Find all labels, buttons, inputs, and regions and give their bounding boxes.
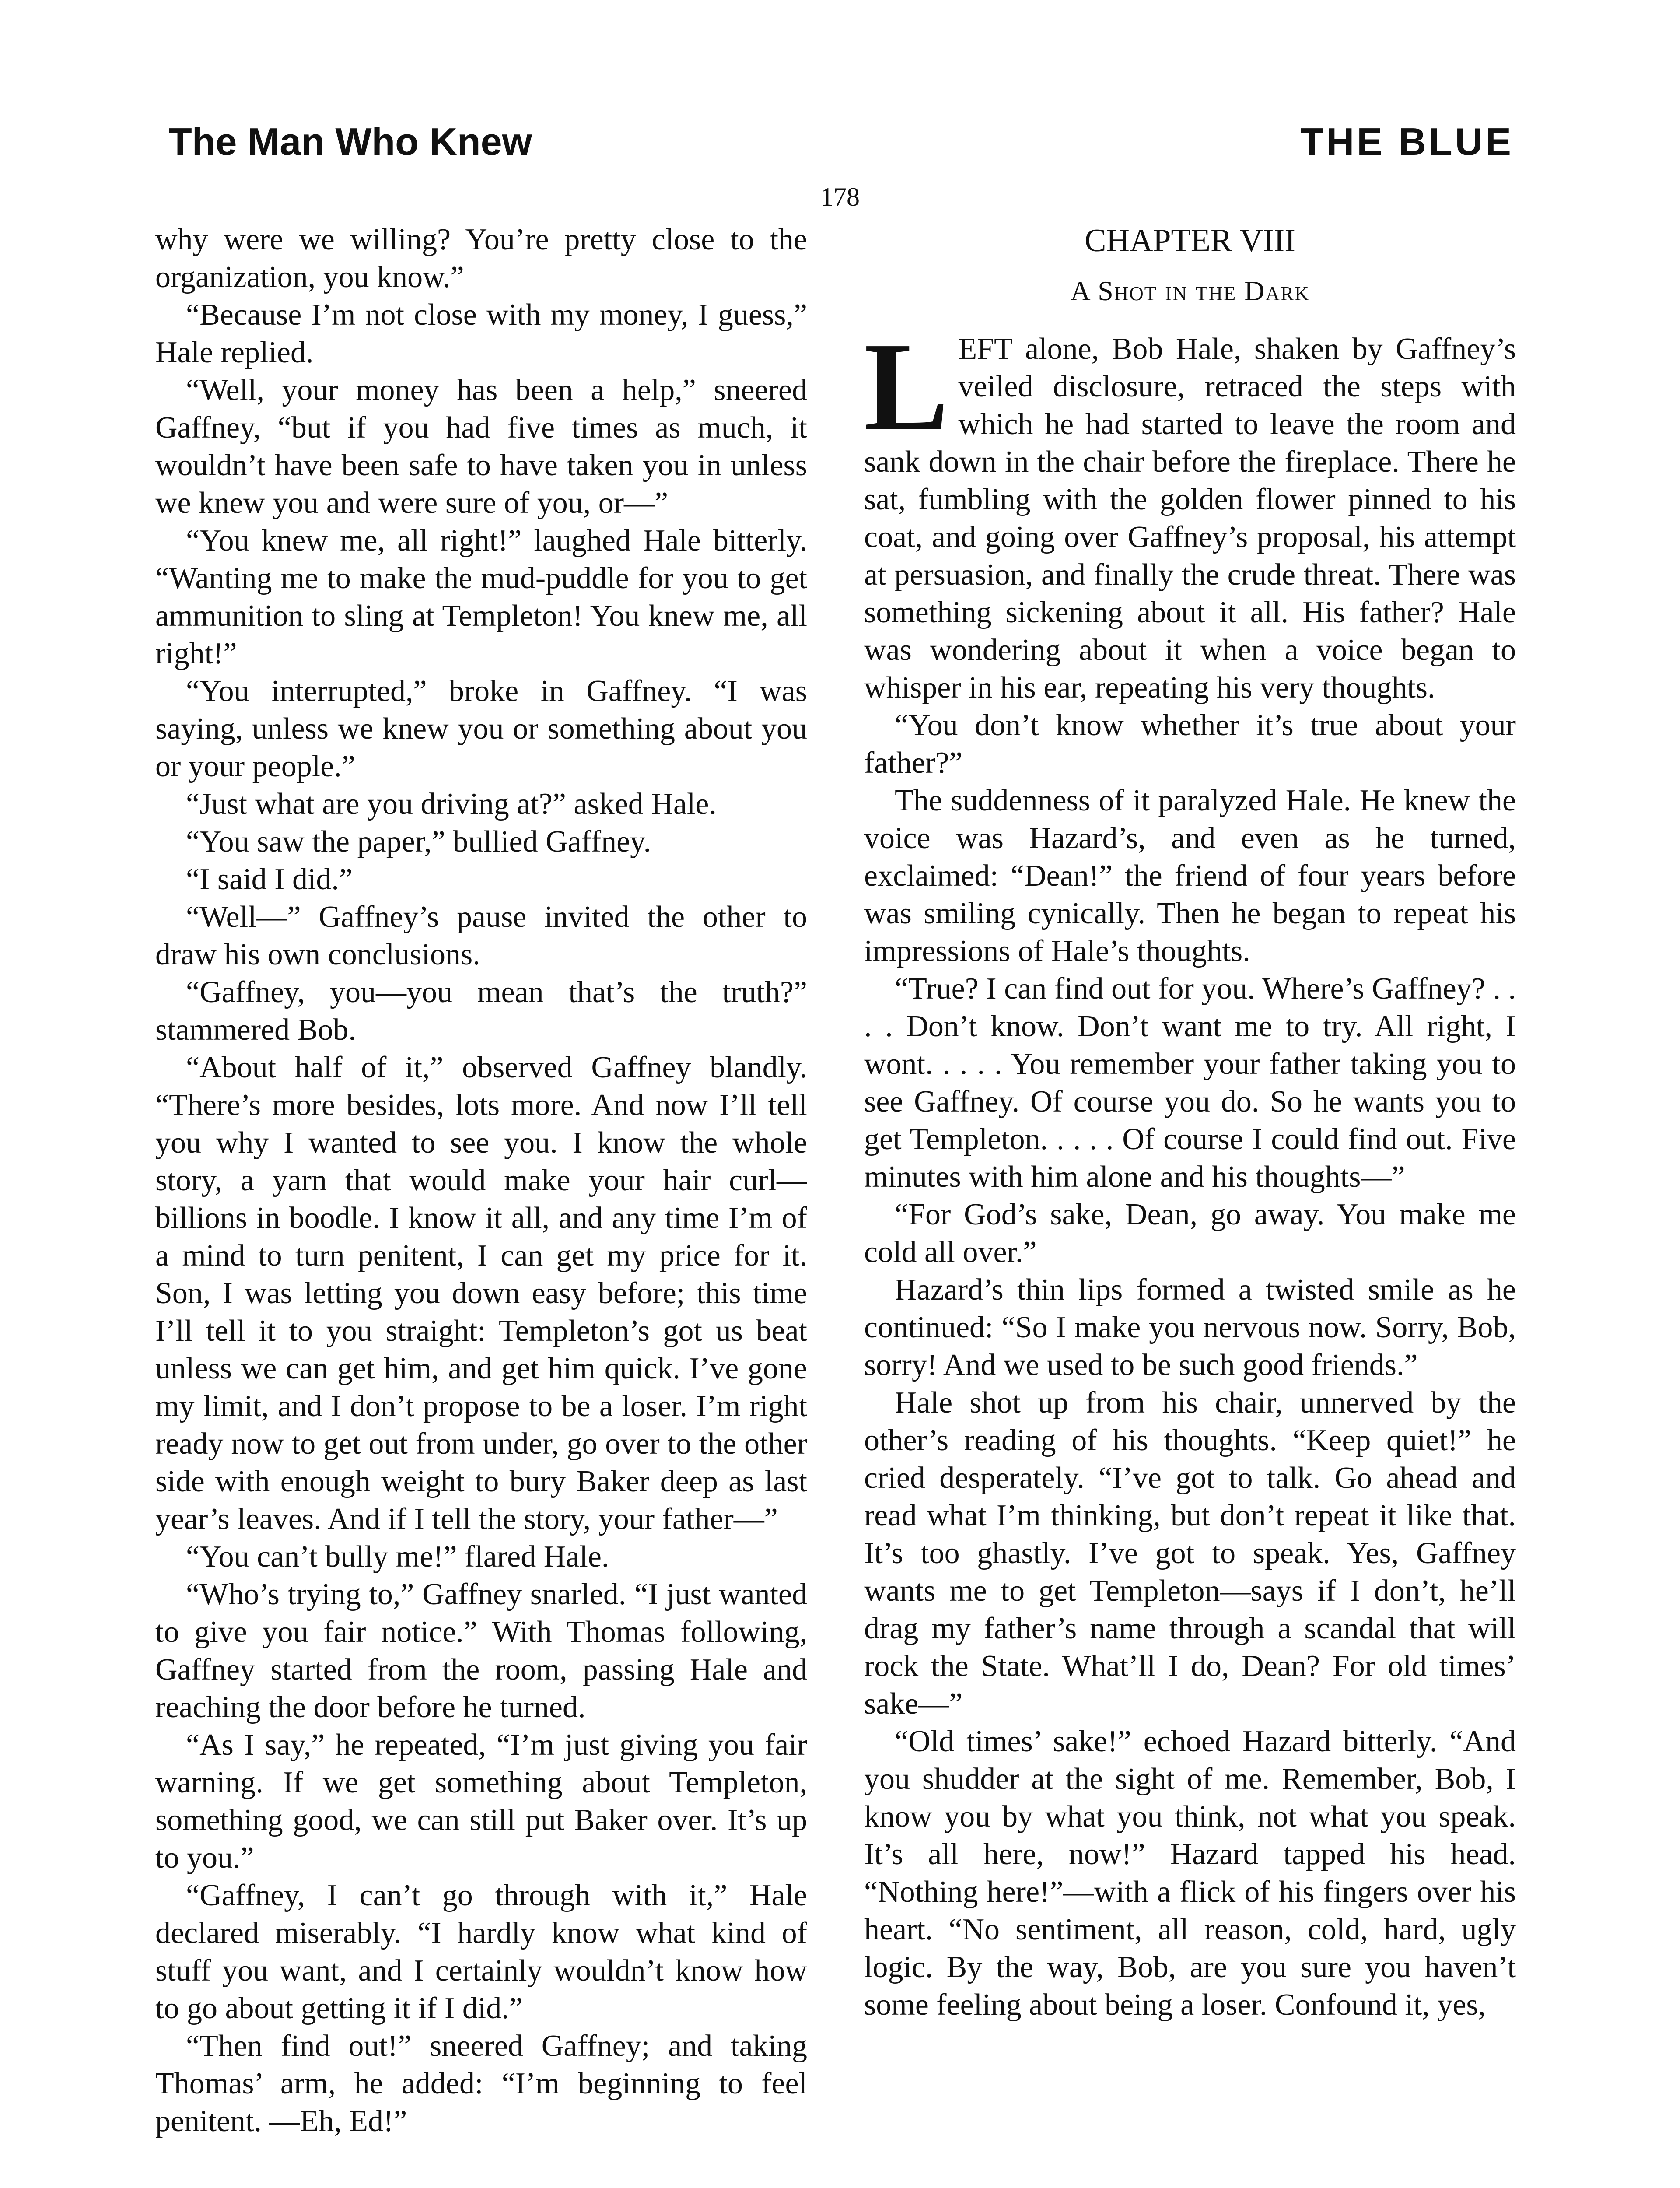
paragraph: “Who’s trying to,” Gaffney snarled. “I just wanted to give you fair notice.” With Thomas following, Gaffney started from the room, passing Hale and reaching the door before he turned. xyxy=(155,1578,807,1724)
left-column xyxy=(155,221,807,2188)
running-head-title: The Man Who Knew xyxy=(168,120,532,163)
paragraph: “You don’t know whether it’s true about your father?” xyxy=(864,708,1516,780)
paragraph: “Gaffney, I can’t go through with it,” Hale declared miserably. “I hardly know what kind of stuff you want, and I certainly wouldn’t know how to go about getting it if I did.” xyxy=(155,1879,807,2025)
paragraph: “You saw the paper,” bullied Gaffney. xyxy=(186,825,651,859)
paragraph: “I said I did.” xyxy=(186,863,353,896)
chapter-number: CHAPTER VIII xyxy=(1085,223,1295,259)
paragraph: Hazard’s thin lips formed a twisted smile as he continued: “So I make you nervous now. Sorry, Bob, sorry! And we used to be such good friends.” xyxy=(864,1273,1516,1382)
paragraph: “True? I can find out for you. Where’s Gaffney? . . . . Don’t know. Don’t want me to try. All right, I wont. . . . . You remember your father taking you to see Gaffney. Of course you do. So he wants you to get Templeton. . . . . Of course I could find out. Five minutes with him alone and his thoughts—” xyxy=(864,972,1516,1194)
paragraph: “As I say,” he repeated, “I’m just giving you fair warning. If we get something about Templeton, something good, we can still put Baker over. It’s up to you.” xyxy=(155,1728,807,1875)
chapter-opening-paragraph xyxy=(864,316,1516,707)
paragraph: “Well—” Gaffney’s pause invited the other to draw his own conclusions. xyxy=(155,900,807,971)
paragraph: “For God’s sake, Dean, go away. You make me cold all over.” xyxy=(864,1198,1516,1269)
right-column xyxy=(864,221,1516,2188)
paragraph: why were we willing? You’re pretty close to the organization, you know.” xyxy=(155,223,807,294)
paragraph: “About half of it,” observed Gaffney blandly. “There’s more besides, lots more. And now I’ll tell you why I wanted to see you. I know the whole story, a yarn that would make your hair curl—billions in boodle. I know it all, and any time I’m of a mind to turn penitent, I can get my price for it. Son, I was letting you down easy before; this time I’ll tell it to you straight: Templeton’s got us beat unless we can get him, and get him quick. I’ve gone my limit, and I don’t propose to be a loser. I’m right ready now to get out from under, go over to the other side with enough weight to bury Baker deep as last year’s leaves. And if I tell the story, your father—” xyxy=(155,1051,807,1536)
paragraph: “Old times’ sake!” echoed Hazard bitterly. “And you shudder at the sight of me. Remember, Bob, I know you by what you think, not what you speak. It’s all here, now!” Hazard tapped his head. “Nothing here!”—with a flick of his fingers over his heart. “No sentiment, all reason, cold, hard, ugly logic. By the way, Bob, are you sure you haven’t some feeling about being a loser. Confound it, yes, xyxy=(864,1725,1516,2022)
paragraph: “Then find out!” sneered Gaffney; and taking Thomas’ arm, he added: “I’m beginning to feel penitent. —Eh, Ed!” xyxy=(155,2029,807,2138)
page-number: 178 xyxy=(820,182,860,211)
paragraph: “Well, your money has been a help,” sneered Gaffney, “but if you had five times as much, it wouldn’t have been safe to have taken you in unless we knew you and were sure of you, or—” xyxy=(155,373,807,520)
paragraph: “Because I’m not close with my money, I guess,” Hale replied. xyxy=(155,298,807,369)
paragraph: “You interrupted,” broke in Gaffney. “I was saying, unless we knew you or something about you or your people.” xyxy=(155,674,807,783)
opening-text: EFT alone, Bob Hale, shaken by Gaffney’s veiled disclosure, retraced the steps with which he had started to leave the room and sank down in the chair before the fireplace. There he sat, fumbling with the golden flower pinned to his coat, and going over Gaffney’s proposal, his attempt at persuasion, and finally the crude threat. There was something sickening about it all. His father? Hale was wondering about it when a voice began to whisper in his ear, repeating his very thoughts. xyxy=(864,332,1516,705)
paragraph: “You knew me, all right!” laughed Hale bitterly. “Wanting me to make the mud-puddle for you to get ammunition to sling at Templeton! You knew me, all right!” xyxy=(155,524,807,670)
drop-cap: L xyxy=(864,316,949,457)
running-head-magazine: THE BLUE xyxy=(1300,120,1514,163)
paragraph: “You can’t bully me!” flared Hale. xyxy=(186,1540,609,1574)
paragraph: The suddenness of it paralyzed Hale. He knew the voice was Hazard’s, and even as he turned, exclaimed: “Dean!” the friend of four years before was smiling cynically. Then he began to repeat his impressions of Hale’s thoughts. xyxy=(864,784,1516,968)
chapter-title: A Shot in the Dark xyxy=(1070,275,1310,306)
paragraph: Hale shot up from his chair, unnerved by the other’s reading of his thoughts. “Keep quiet!” he cried desperately. “I’ve got to talk. Go ahead and read what I’m thinking, but don’t repeat it like that. It’s too ghastly. I’ve got to speak. Yes, Gaffney wants me to get Templeton—says if I don’t, he’ll drag my father’s name through a scandal that will rock the State. What’ll I do, Dean? For old times’ sake—” xyxy=(864,1386,1516,1721)
paragraph: “Just what are you driving at?” asked Hale. xyxy=(186,787,717,821)
paragraph: “Gaffney, you—you mean that’s the truth?” stammered Bob. xyxy=(155,975,807,1047)
